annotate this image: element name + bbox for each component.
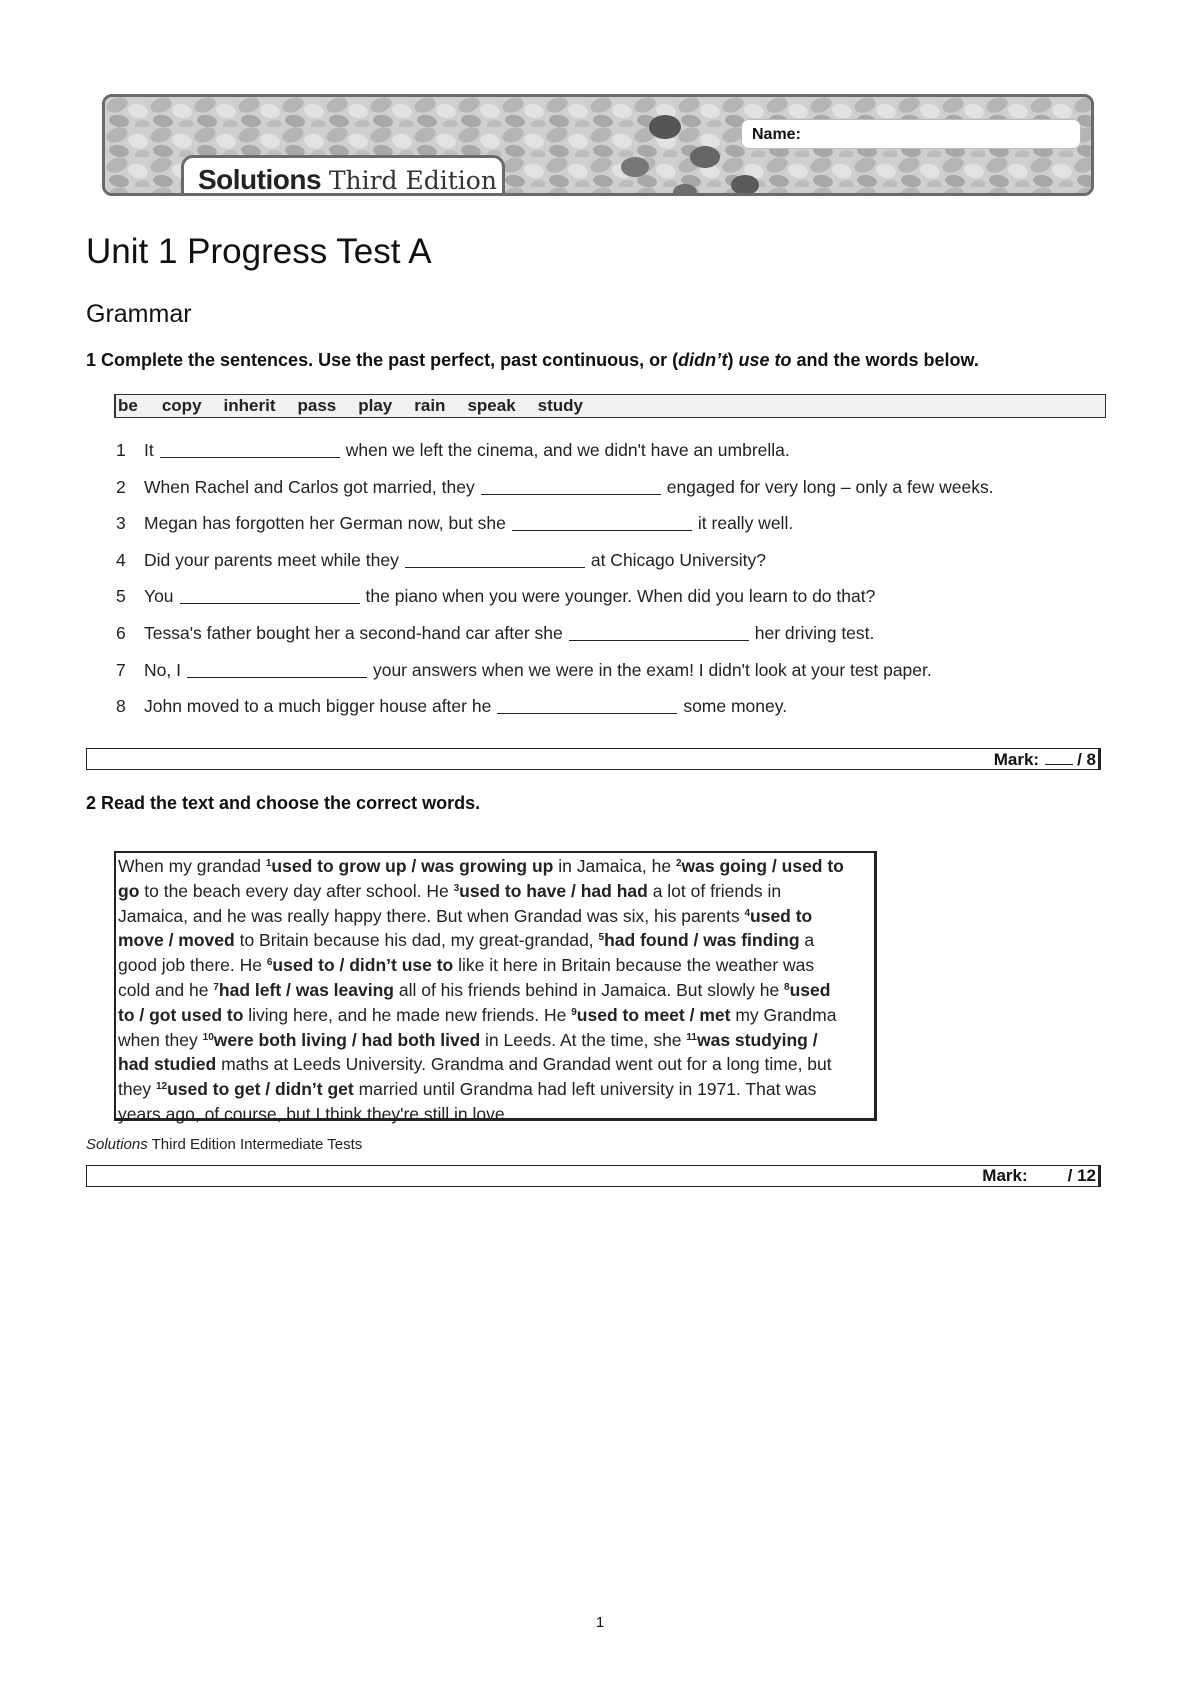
sentence-text-before: Megan has forgotten her German now, but she	[144, 513, 506, 534]
text-segment: my Grandma	[730, 1004, 837, 1025]
sentence-text-before: Did your parents meet while they	[144, 549, 399, 570]
text-segment: a lot of friends in	[647, 880, 782, 901]
sentence-item	[116, 550, 994, 587]
text-segment: living here, and he made new friends. He	[243, 1004, 572, 1025]
item-number: 9	[571, 1006, 577, 1018]
item-number: 10	[202, 1031, 214, 1043]
word-option: copy	[161, 396, 202, 415]
item-number: 3	[453, 882, 460, 894]
sentence-text-after: some money.	[683, 696, 788, 717]
sentence-item	[116, 660, 994, 697]
brand-logo	[181, 155, 505, 196]
text-line	[118, 953, 872, 978]
text-segment: When my grandad	[118, 856, 266, 876]
page-number: 1	[595, 1614, 605, 1631]
choice-option[interactable]: had left / was leaving	[218, 979, 394, 1000]
task1-mark-label: Mark:	[993, 750, 1040, 769]
word-box	[114, 394, 1106, 418]
text-line	[118, 1003, 872, 1028]
sentence-item	[116, 586, 994, 623]
word-option: pass	[297, 396, 337, 415]
text-segment: to Britain because his dad, my great-grandad,	[234, 930, 599, 951]
reading-text-box	[114, 851, 877, 1124]
text-line	[118, 879, 872, 904]
sentence-text-after: when we left the cinema, and we didn't have an umbrella.	[345, 440, 790, 460]
sentence-text-after: the piano when you were younger. When did you learn to do that?	[365, 586, 876, 607]
choice-option[interactable]: used to	[750, 905, 813, 926]
text-segment: all of his friends behind in Jamaica. But slowly he	[393, 979, 785, 1000]
header-banner	[102, 94, 1094, 196]
task2-mark-bar	[86, 1165, 1101, 1187]
sentence-text-after: engaged for very long – only a few weeks.	[666, 476, 994, 497]
sentence-text-after: at Chicago University?	[590, 549, 766, 570]
sentence-number: 5	[116, 586, 126, 607]
sentence-text-before: You	[144, 586, 174, 607]
choice-option[interactable]: used to have / had had	[459, 880, 648, 901]
task2-mark-label: Mark:	[982, 1166, 1028, 1185]
brand-rest: Third Edition	[328, 166, 497, 195]
sentence-text-after: it really well.	[697, 513, 794, 534]
item-number: 11	[686, 1031, 697, 1043]
name-field[interactable]	[741, 119, 1081, 149]
text-line	[118, 904, 872, 929]
text-segment: they	[118, 1079, 156, 1100]
text-line	[118, 1028, 872, 1053]
choice-option[interactable]: were both living / had both lived	[213, 1029, 481, 1050]
footer-italic: Solutions	[86, 1136, 148, 1153]
task1-instruction-a: 1 Complete the sentences. Use the past perfect, past continuous, or (	[86, 350, 679, 370]
choice-option[interactable]: used to meet / met	[576, 1004, 731, 1025]
sentence-list	[116, 440, 994, 733]
sentence-item	[116, 440, 994, 477]
text-segment: Jamaica, and he was really happy there. But when Grandad was six, his parents	[118, 905, 745, 926]
text-segment: in Leeds. At the time, she	[480, 1029, 687, 1050]
word-option: rain	[414, 396, 446, 415]
choice-option[interactable]: had studied	[118, 1054, 217, 1075]
sentence-text-before: Tessa's father bought her a second-hand car after she	[144, 622, 563, 643]
sentence-item	[116, 477, 994, 514]
sentence-number: 8	[116, 696, 126, 717]
item-number: 12	[155, 1081, 168, 1093]
sentence-text-before: John moved to a much bigger house after he	[144, 696, 492, 717]
item-number: 6	[266, 957, 273, 969]
text-segment: when they	[118, 1029, 203, 1050]
task2-mark-total: / 12	[1067, 1166, 1096, 1185]
text-line	[118, 1102, 872, 1127]
sentence-text-after: her driving test.	[754, 622, 875, 643]
text-segment: cold and he	[118, 979, 214, 1000]
answer-blank[interactable]	[512, 513, 692, 531]
task2-instruction: 2 Read the text and choose the correct words.	[86, 793, 481, 813]
text-line	[118, 1052, 872, 1077]
choice-option[interactable]: had found / was finding	[604, 930, 800, 951]
task1-instruction-c: and the words below.	[791, 350, 979, 370]
answer-blank[interactable]	[497, 696, 677, 714]
choice-option[interactable]: was going / used to	[681, 856, 844, 876]
text-line	[118, 854, 872, 879]
sentence-text-before: No, I	[144, 659, 181, 680]
choice-option[interactable]: used to get / didn’t get	[167, 1079, 354, 1100]
choice-option[interactable]: used to / didn’t use to	[272, 955, 454, 976]
choice-option[interactable]: was studying /	[696, 1029, 818, 1050]
choice-option[interactable]: used	[789, 979, 831, 1000]
text-segment: like it here in Britain because the weather was	[453, 955, 815, 976]
page-title: Unit 1 Progress Test A	[86, 232, 432, 271]
footer-rest: Third Edition Intermediate Tests	[147, 1136, 363, 1153]
word-option: study	[537, 396, 583, 415]
word-option: play	[358, 396, 393, 415]
item-number: 8	[784, 981, 790, 993]
text-line	[118, 1077, 872, 1102]
choice-option[interactable]: go	[118, 880, 140, 901]
text-segment: years ago, of course, but I think they're still in love.	[118, 1103, 510, 1124]
sentence-item	[116, 623, 994, 660]
sentence-text-before: When Rachel and Carlos got married, they	[144, 476, 475, 497]
word-option: speak	[467, 396, 516, 415]
text-segment: a	[799, 930, 815, 951]
answer-blank[interactable]	[160, 440, 340, 458]
answer-blank[interactable]	[569, 623, 749, 641]
text-segment: married until Grandma had left university in 1971. That was	[353, 1079, 817, 1100]
sentence-number: 7	[116, 659, 126, 680]
sentence-item	[116, 696, 994, 733]
answer-blank[interactable]	[180, 586, 360, 604]
text-segment: maths at Leeds University. Grandma and Grandad went out for a long time, but	[216, 1054, 832, 1075]
answer-blank[interactable]	[405, 550, 585, 568]
footer	[86, 1136, 362, 1153]
answer-blank[interactable]	[187, 660, 367, 678]
word-option: inherit	[223, 396, 276, 415]
sentence-number: 6	[116, 622, 126, 643]
task1-mark-bar	[86, 748, 1101, 770]
task1-mark-blank[interactable]	[1045, 749, 1073, 765]
item-number: 5	[598, 932, 605, 944]
brand-bold: Solutions	[198, 164, 322, 195]
item-number: 1	[265, 858, 272, 869]
sentence-text-before: It	[144, 440, 154, 460]
answer-blank[interactable]	[481, 477, 661, 495]
task1-instruction	[86, 350, 979, 371]
sentence-number: 2	[116, 476, 126, 497]
section-heading: Grammar	[86, 300, 192, 328]
sentence-text-after: your answers when we were in the exam! I didn't look at your test paper.	[372, 659, 932, 680]
sentence-number: 1	[116, 440, 126, 460]
item-number: 4	[744, 907, 751, 919]
task1-instruction-italic: didn’t	[678, 350, 728, 370]
task1-mark-total: / 8	[1077, 750, 1096, 769]
choice-option[interactable]: to / got used to	[118, 1004, 244, 1025]
item-number: 2	[675, 858, 682, 869]
text-segment: in Jamaica, he	[553, 856, 676, 876]
sentence-item	[116, 513, 994, 550]
task1-instruction-italic2: use to	[738, 350, 792, 370]
choice-option[interactable]: used to grow up / was growing up	[271, 856, 554, 876]
task1-instruction-b: )	[727, 350, 739, 370]
text-segment: good job there. He	[118, 955, 267, 976]
sentence-number: 3	[116, 513, 126, 534]
name-label: Name:	[752, 126, 801, 143]
text-segment: to the beach every day after school. He	[139, 880, 454, 901]
text-line	[118, 928, 872, 953]
item-number: 7	[213, 981, 219, 993]
sentence-number: 4	[116, 549, 126, 570]
choice-option[interactable]: move / moved	[118, 930, 235, 951]
text-line	[118, 978, 872, 1003]
word-option: be	[118, 396, 138, 415]
